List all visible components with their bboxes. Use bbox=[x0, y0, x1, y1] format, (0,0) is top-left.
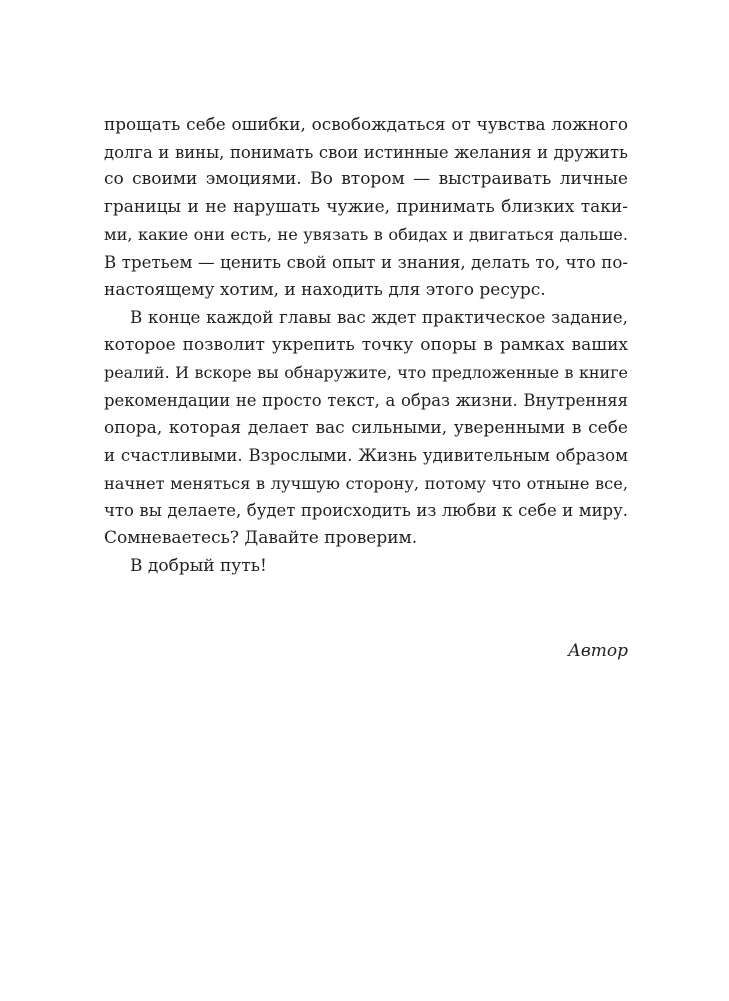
body-text bbox=[104, 111, 628, 580]
text-line: со своими эмоциями. Во втором — выстраивать личные bbox=[104, 169, 628, 190]
text-line: В добрый путь! bbox=[130, 555, 267, 576]
text-line: и счастливыми. Взрослыми. Жизнь удивительным образом bbox=[104, 446, 628, 466]
text-line: что вы делаете, будет происходить из любви к себе и миру. bbox=[104, 501, 628, 521]
text-line: прощать себе ошибки, освобождаться от чувства ложного bbox=[104, 114, 628, 134]
text-line: которое позволит укрепить точку опоры в рамках ваших bbox=[104, 334, 628, 355]
text-line: Сомневаетесь? Давайте проверим. bbox=[104, 527, 418, 548]
text-line: В третьем — ценить свой опыт и знания, делать то, что по- bbox=[104, 252, 628, 272]
text-line: опора, которая делает вас сильными, уверенными в себе bbox=[104, 417, 628, 438]
text-line: границы и не нарушать чужие, принимать близких таки- bbox=[104, 196, 628, 217]
text-line: рекомендации не просто текст, а образ жизни. Внутренняя bbox=[104, 390, 628, 410]
author-signature: Автор bbox=[567, 641, 628, 661]
text-line: начнет меняться в лучшую сторону, потому что отныне все, bbox=[104, 473, 628, 493]
text-line: ми, какие они есть, не увязать в обидах и двигаться дальше. bbox=[104, 225, 628, 245]
text-line: настоящему хотим, и находить для этого ресурс. bbox=[104, 279, 546, 300]
text-line: реалий. И вскоре вы обнаружите, что предложенные в книге bbox=[104, 363, 628, 383]
text-line: В конце каждой главы вас ждет практическое задание, bbox=[130, 307, 628, 328]
text-line: долга и вины, понимать свои истинные желания и дружить bbox=[104, 142, 628, 162]
